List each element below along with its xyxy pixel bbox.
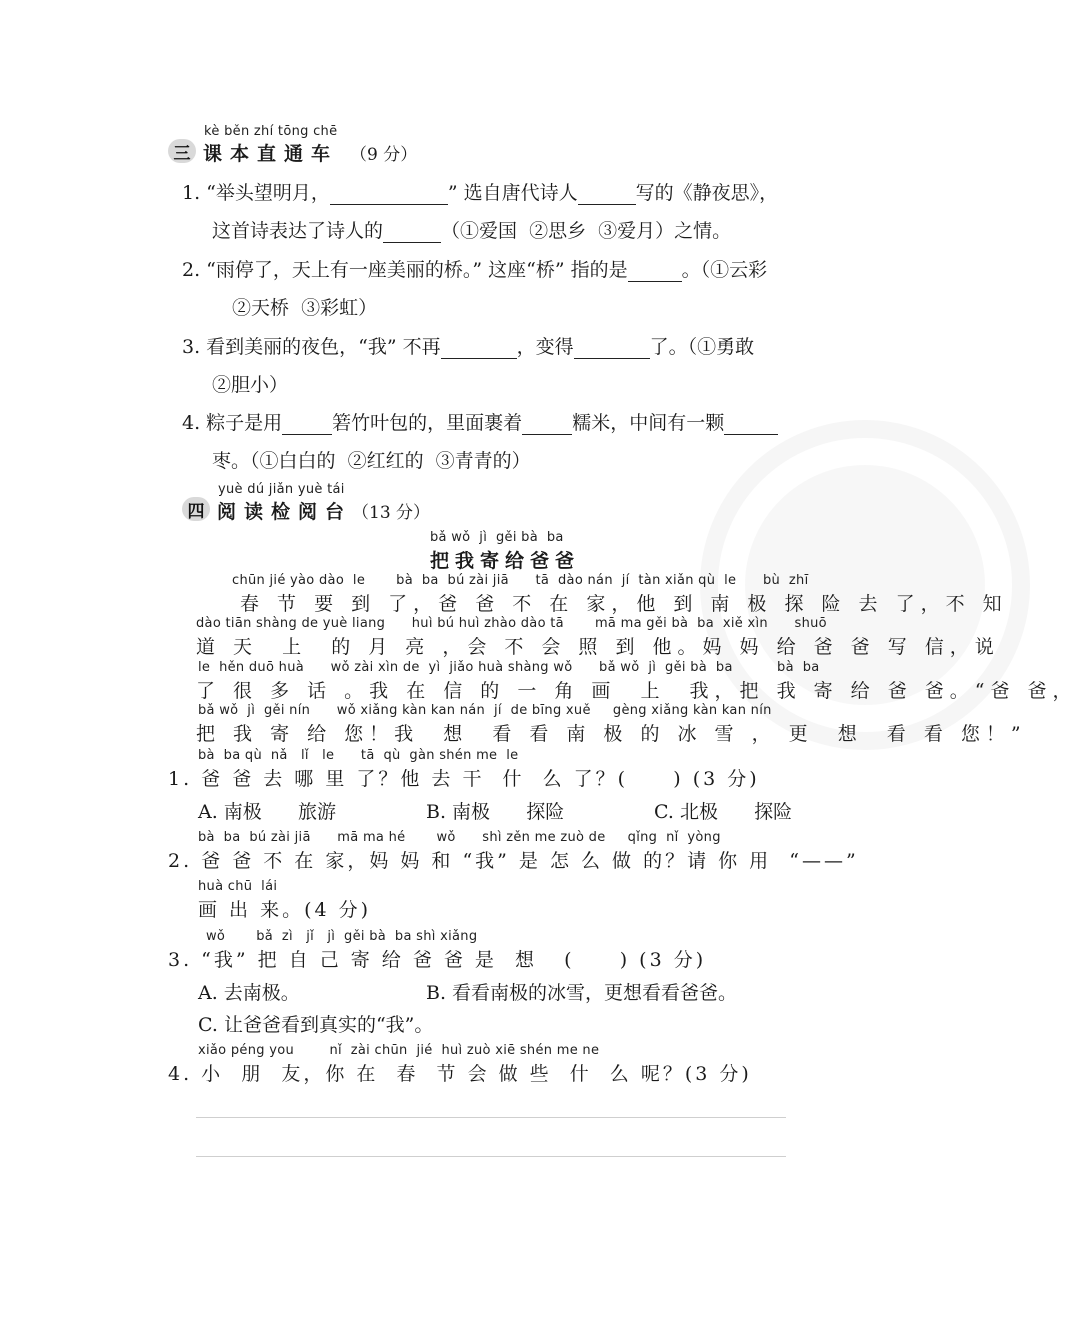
section4-title: 阅读检阅台 (217, 501, 353, 523)
section3-score: （9 分） (350, 145, 418, 165)
s3-question-3-line1: 3. 看到美丽的夜色，“我” 不再 ，变得 了。（①勇敢 (182, 336, 755, 358)
s4-question-2: 2. 爸 爸 不 在 家，妈 妈 和 “我” 是 怎 么 做 的？请 你 用 “——” (168, 850, 859, 872)
section3-badge: 三 (168, 139, 196, 163)
story-p4-text: 把 我 寄 给 您！我 想 看 看 南 极 的 冰 雪 ， 更 想 看 看 您！” (196, 723, 1027, 745)
answer-blank[interactable] (383, 224, 441, 243)
s4-question-3: 3. “我” 把 自 己 寄 给 爸 爸 是 想 ( ) (3 分) (168, 949, 707, 971)
answer-blank[interactable] (282, 416, 332, 435)
story-p3-pinyin: le hěn duō huà wǒ zài xìn de yì jiǎo huà shàng wǒ bǎ wǒ jì gěi bà ba bà ba (198, 660, 820, 675)
s4-question-1: 1. 爸 爸 去 哪 里 了？他 去 干 什 么 了？( ) (3 分) (168, 768, 760, 790)
story-p2-text: 道 天 上 的 月 亮 ，会 不 会 照 到 他。妈 妈 给 爸 爸 写 信，说 (196, 636, 1000, 658)
story-title-pinyin: bǎ wǒ jì gěi bà ba (430, 530, 564, 545)
s4-q3-option-b[interactable]: B. 看看南极的冰雪，更想看看爸爸。 (426, 982, 738, 1004)
s3-question-4-line1: 4. 粽子是用 箬竹叶包的，里面裹着 糯米，中间有一颗 (182, 408, 778, 435)
s3-question-1-line2: 这首诗表达了诗人的 （①爱国 ②思乡 ③爱月）之情。 (212, 220, 732, 242)
s3-question-3-line2: ②胆小） (212, 374, 289, 396)
s4-q1-option-c[interactable]: C. 北极 探险 (654, 801, 793, 823)
s3-question-4-line2: 枣。（①白白的 ②红红的 ③青青的） (212, 450, 531, 472)
s4-question-4: 4. 小 朋 友，你 在 春 节 会 做 些 什 么 呢？(3 分) (168, 1063, 752, 1085)
section3-title: 课本直通车 (203, 143, 339, 165)
s4-question-2-line2: 画 出 来。(4 分) (198, 899, 372, 921)
s4-question-1-pinyin: bà ba qù nǎ lǐ le tā qù gàn shén me le (198, 748, 519, 763)
answer-blank[interactable] (330, 186, 448, 205)
s3-question-1-line1: 1. “举头望明月， ” 选自唐代诗人 写的《静夜思》， (182, 182, 779, 204)
s3-question-2-line2: ②天桥 ③彩虹） (232, 297, 378, 319)
s4-question-2-pinyin-2: huà chū lái (198, 879, 278, 894)
answer-blank[interactable] (441, 340, 517, 359)
section4-pinyin: yuè dú jiǎn yuè tái (218, 482, 345, 497)
answer-blank[interactable] (628, 263, 682, 282)
section4-score: （13 分） (352, 503, 431, 523)
answer-blank[interactable] (578, 186, 636, 205)
answer-blank[interactable] (724, 416, 778, 435)
s4-question-4-pinyin: xiǎo péng you nǐ zài chūn jié huì zuò xiē shén me ne (198, 1043, 600, 1058)
answer-line[interactable] (196, 1117, 786, 1118)
story-p1-text: 春 节 要 到 了，爸 爸 不 在 家，他 到 南 极 探 险 去 了，不 知 (240, 593, 1008, 615)
s4-q3-option-a[interactable]: A. 去南极。 (198, 982, 300, 1004)
s4-q3-option-c[interactable]: C. 让爸爸看到真实的“我”。 (198, 1014, 434, 1036)
answer-line[interactable] (196, 1156, 786, 1157)
section3-pinyin: kè běn zhí tōng chē (204, 124, 338, 139)
section4-badge: 四 (182, 497, 210, 521)
story-p4-pinyin: bǎ wǒ jì gěi nín wǒ xiǎng kàn kan nán jí de bīng xuě gèng xiǎng kàn kan nín (198, 703, 772, 718)
story-p3-text: 了 很 多 话 。我 在 信 的 一 角 画 上 我，把 我 寄 给 爸 爸。“爸 爸， (196, 680, 1078, 702)
answer-blank[interactable] (522, 416, 572, 435)
story-p2-pinyin: dào tiān shàng de yuè liang huì bú huì zhào dào tā mā ma gěi bà ba xiě xìn shuō (196, 616, 827, 631)
s4-question-2-pinyin: bà ba bú zài jiā mā ma hé wǒ shì zěn me zuò de qǐng nǐ yòng (198, 830, 721, 845)
story-p1-pinyin: chūn jié yào dào le bà ba bú zài jiā tā dào nán jí tàn xiǎn qù le bù zhī (232, 573, 809, 588)
s3-question-2-line1: 2. “雨停了，天上有一座美丽的桥。” 这座“桥” 指的是 。（①云彩 (182, 259, 768, 281)
s4-q1-option-b[interactable]: B. 南极 探险 (426, 801, 565, 823)
s4-question-3-pinyin: wǒ bǎ zì jǐ jì gěi bà ba shì xiǎng (206, 929, 478, 944)
story-title: 把我寄给爸爸 (430, 550, 581, 572)
answer-blank[interactable] (574, 340, 650, 359)
s4-q1-option-a[interactable]: A. 南极 旅游 (198, 801, 337, 823)
